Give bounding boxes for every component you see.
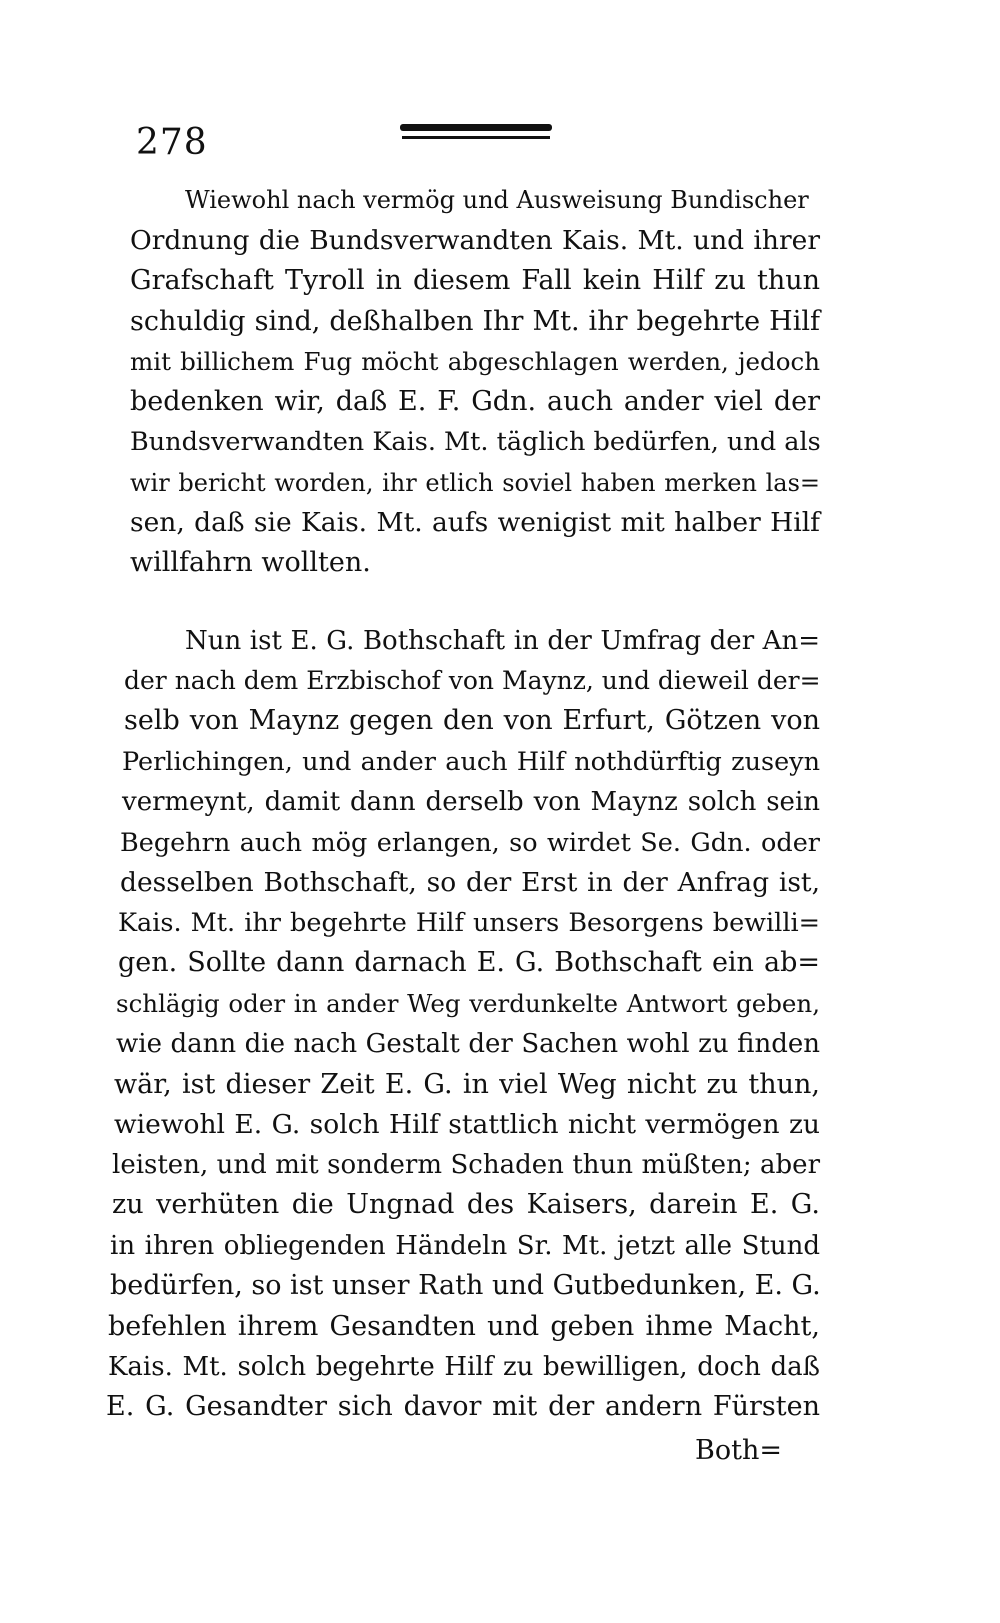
text-line: Wiewohl nach vermög und Ausweisung Bundischer [185, 186, 809, 214]
text-line: willfahrn wollten. [130, 547, 371, 578]
text-line: Kais. Mt. solch begehrte Hilf zu bewilligen, doch daß [108, 1352, 820, 1382]
text-line: bedürfen, so ist unser Rath und Gutbedunken, E. G. [110, 1270, 821, 1301]
text-line: Ordnung die Bundsverwandten Kais. Mt. und ihrer [130, 225, 820, 256]
header-ornament-rule [400, 124, 552, 144]
ornament-thick-bar [400, 124, 552, 131]
text-line: sen, daß sie Kais. Mt. aufs wenigist mit halber Hilf [130, 507, 820, 538]
text-line: bedenken wir, daß E. F. Gdn. auch ander viel der [130, 386, 820, 417]
text-line: Kais. Mt. ihr begehrte Hilf unsers Besorgens bewilli= [118, 908, 820, 938]
text-line: gen. Sollte dann darnach E. G. Bothschaft ein ab= [118, 947, 820, 978]
text-line: wie dann die nach Gestalt der Sachen wohl zu finden [116, 1029, 820, 1059]
text-line: leisten, und mit sonderm Schaden thun müßten; aber [112, 1150, 820, 1180]
text-line: Grafschaft Tyroll in diesem Fall kein Hilf zu thun [130, 265, 820, 296]
text-line: der nach dem Erzbischof von Maynz, und dieweil der= [124, 666, 821, 695]
text-line: zu verhüten die Ungnad des Kaisers, darein E. G. [112, 1189, 820, 1220]
text-line: wiewohl E. G. solch Hilf stattlich nicht vermögen zu [114, 1109, 820, 1140]
text-line: mit billichem Fug möcht abgeschlagen werden, jedoch [130, 347, 820, 376]
catchword: Both= [695, 1435, 782, 1466]
text-line: E. G. Gesandter sich davor mit der andern Fürsten [106, 1391, 820, 1422]
text-line: Perlichingen, und ander auch Hilf nothdürftig zuseyn [122, 747, 820, 777]
ornament-thin-bar [402, 136, 550, 139]
page-number: 278 [136, 122, 208, 163]
text-line: Begehrn auch mög erlangen, so wirdet Se. Gdn. oder [120, 828, 820, 858]
text-line: wär, ist dieser Zeit E. G. in viel Weg nicht zu thun, [114, 1069, 820, 1100]
text-line: wir bericht worden, ihr etlich soviel haben merken las= [130, 469, 820, 497]
text-line: befehlen ihrem Gesandten und geben ihme Macht, [108, 1311, 820, 1342]
text-line: schlägig oder in ander Weg verdunkelte Antwort geben, [116, 989, 820, 1018]
text-line: in ihren obliegenden Händeln Sr. Mt. jetzt alle Stund [110, 1231, 820, 1261]
text-line: desselben Bothschaft, so der Erst in der Anfrag ist, [120, 867, 820, 898]
text-line: selb von Maynz gegen den von Erfurt, Götzen von [124, 705, 820, 736]
text-line: Bundsverwandten Kais. Mt. täglich bedürfen, und als [130, 427, 821, 457]
text-line: vermeynt, damit dann derselb von Maynz solch sein [122, 787, 820, 817]
text-line: schuldig sind, deßhalben Ihr Mt. ihr begehrte Hilf [130, 306, 820, 337]
text-line: Nun ist E. G. Bothschaft in der Umfrag der An= [185, 626, 820, 656]
